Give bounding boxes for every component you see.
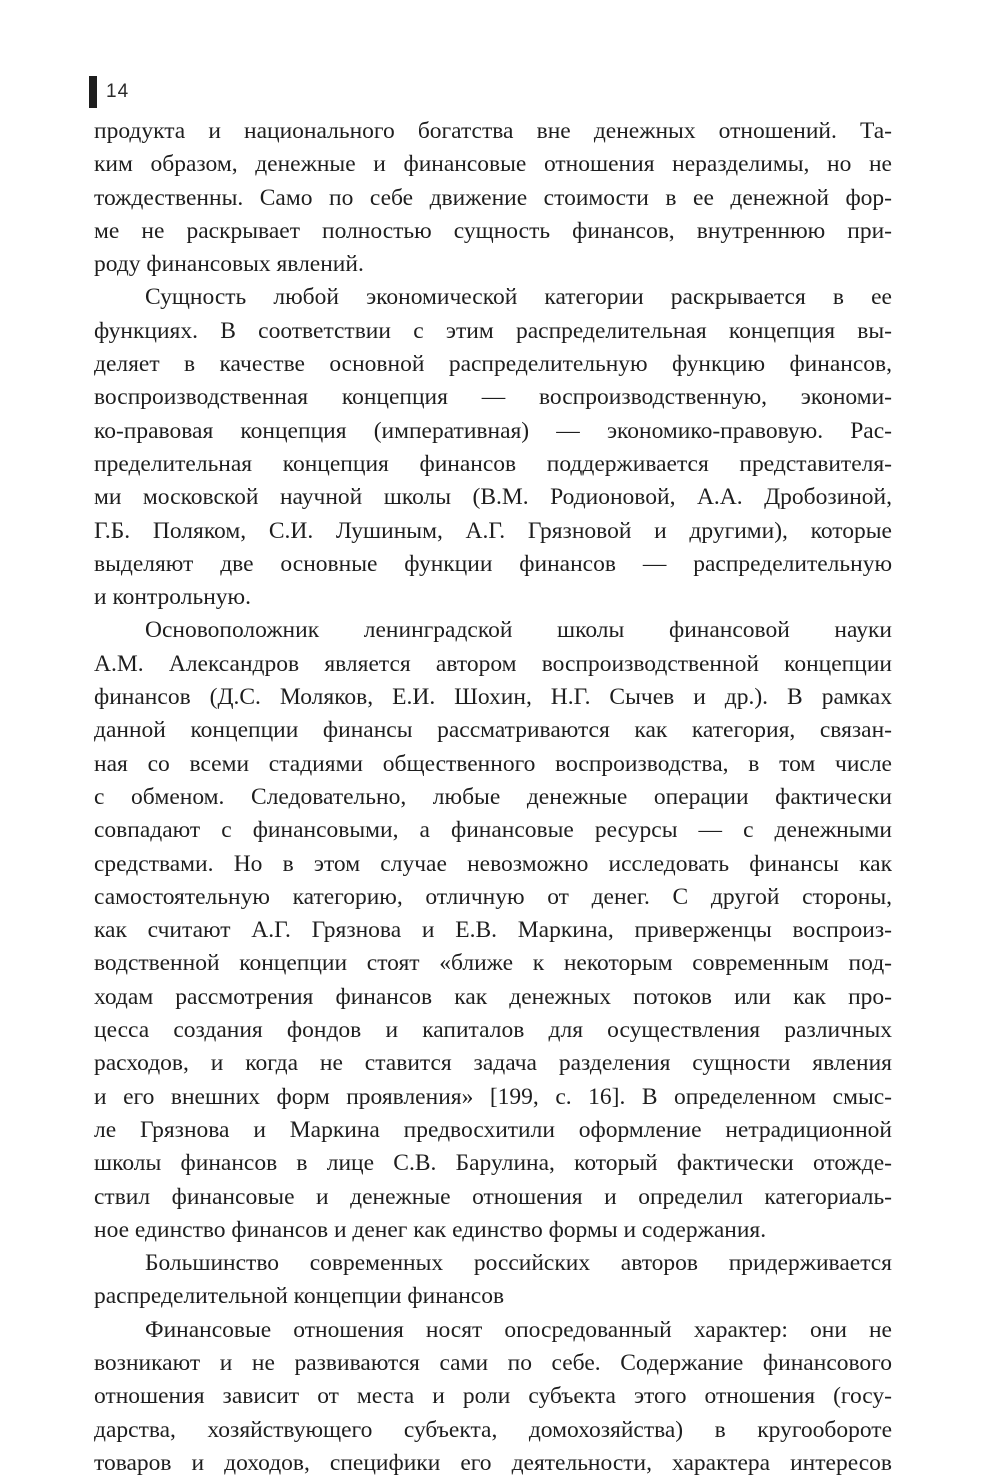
text-line: с обменом. Следовательно, любые денежные операции фактически: [94, 783, 892, 810]
text-line: товаров и доходов, специфики его деятельности, характера интересов: [94, 1449, 892, 1476]
text-line: возникают и не развиваются сами по себе. Содержание финансового: [94, 1349, 892, 1376]
paragraph: [94, 614, 892, 1247]
text-line: распределительной концепции финансов: [94, 1283, 505, 1310]
text-line: ле Грязнова и Маркина предвосхитили оформление нетрадиционной: [94, 1116, 892, 1143]
text-line: роду финансовых явлений.: [94, 251, 364, 278]
text-line: ная со всеми стадиями общественного воспроизводства, в том числе: [94, 750, 892, 777]
text-line: Большинство современных российских авторов придерживается: [145, 1250, 892, 1277]
text-line: ное единство финансов и денег как единство формы и содержания.: [94, 1216, 767, 1243]
text-line: деляет в качестве основной распределительную функцию финансов,: [94, 351, 892, 378]
text-line: и контрольную.: [94, 584, 251, 611]
text-line: совпадают с финансовыми, а финансовые ресурсы — с денежными: [94, 817, 892, 844]
text-line: ким образом, денежные и финансовые отношения неразделимы, но не: [94, 151, 892, 178]
text-line: ствил финансовые и денежные отношения и определил категориаль-: [94, 1183, 892, 1210]
page-header: [89, 76, 129, 108]
text-line: Основоположник ленинградской школы финансовой науки: [145, 617, 892, 644]
text-line: ко-правовая концепция (императивная) — экономико-правовую. Рас-: [94, 417, 892, 444]
paragraph: [94, 115, 892, 281]
body-text: [94, 115, 892, 1480]
text-line: дарства, хозяйствующего субъекта, домохозяйства) в кругообороте: [94, 1416, 892, 1443]
text-line: тождественны. Само по себе движение стоимости в ее денежной фор-: [94, 184, 892, 211]
text-line: Сущность любой экономической категории раскрывается в ее: [145, 284, 892, 311]
page-number: 14: [106, 81, 130, 102]
text-line: выделяют две основные функции финансов — распределительную: [94, 550, 892, 577]
text-line: как считают А.Г. Грязнова и Е.В. Маркина, приверженцы воспроиз-: [94, 917, 892, 944]
text-line: Г.Б. Поляком, С.И. Лушиным, А.Г. Грязновой и другими), которые: [94, 517, 892, 544]
paragraph: [94, 1314, 892, 1480]
text-line: отношения зависит от места и роли субъекта этого отношения (госу-: [94, 1383, 892, 1410]
text-line: ходам рассмотрения финансов как денежных потоков или как про-: [94, 983, 892, 1010]
text-line: цесса создания фондов и капиталов для осуществления различных: [94, 1017, 892, 1044]
text-line: средствами. Но в этом случае невозможно исследовать финансы как: [94, 850, 892, 877]
text-line: пределительная концепция финансов поддерживается представителя-: [94, 450, 892, 477]
text-line: водственной концепции стоят «ближе к некоторым современным под-: [94, 950, 892, 977]
text-line: финансов (Д.С. Моляков, Е.И. Шохин, Н.Г. Сычев и др.). В рамках: [94, 684, 892, 711]
paragraph: [94, 1247, 892, 1314]
paragraph: [94, 281, 892, 614]
text-line: продукта и национального богатства вне денежных отношений. Та-: [94, 118, 892, 144]
header-bar-marker: [89, 76, 97, 108]
text-line: школы финансов в лице С.В. Барулина, который фактически отожде-: [94, 1150, 892, 1177]
text-line: данной концепции финансы рассматриваются как категория, связан-: [94, 717, 892, 744]
text-line: функциях. В соответствии с этим распределительная концепция вы-: [94, 317, 892, 344]
text-line: и его внешних форм проявления» [199, с. 16]. В определенном смыс-: [94, 1083, 892, 1110]
text-line: расходов, и когда не ставится задача разделения сущности явления: [94, 1050, 892, 1077]
text-line: самостоятельную категорию, отличную от денег. С другой стороны,: [94, 883, 892, 910]
text-line: Финансовые отношения носят опосредованный характер: они не: [145, 1316, 892, 1343]
text-line: ме не раскрывает полностью сущность финансов, внутреннюю при-: [94, 217, 892, 244]
text-line: ми московской научной школы (В.М. Родионовой, А.А. Дробозиной,: [94, 484, 892, 511]
text-line: воспроизводственная концепция — воспроизводственную, экономи-: [94, 384, 892, 411]
text-line: А.М. Александров является автором воспроизводственной концепции: [94, 650, 892, 677]
